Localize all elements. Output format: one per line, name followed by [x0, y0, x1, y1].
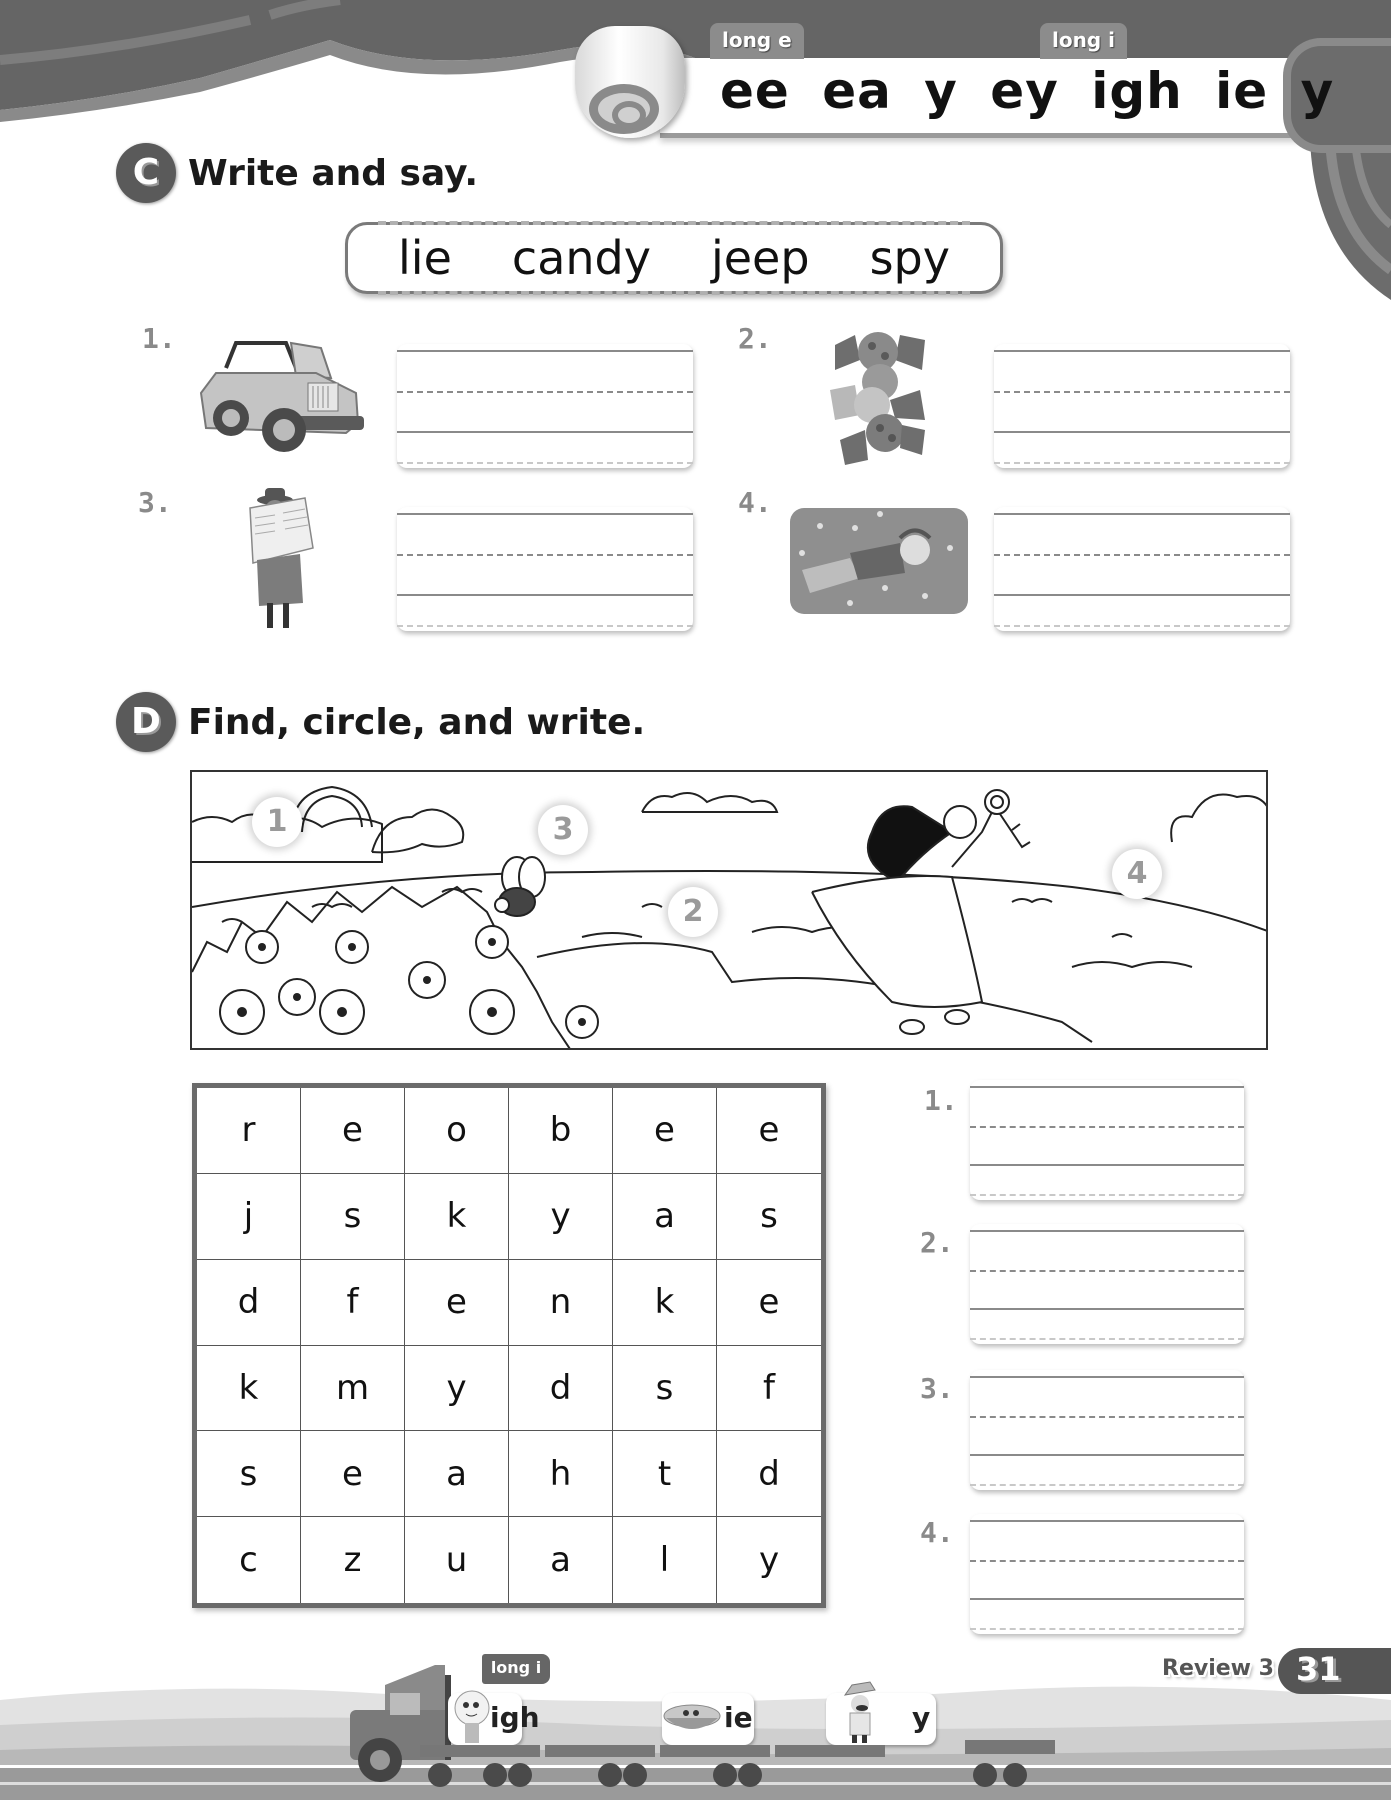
jeep-picture — [196, 338, 366, 453]
find-answer-box-3[interactable] — [970, 1370, 1244, 1490]
train-car-sound: ie — [724, 1701, 753, 1734]
grid-cell[interactable]: k — [197, 1346, 301, 1432]
spy-picture — [245, 488, 317, 633]
word-bank-item: candy — [511, 231, 651, 285]
grid-cell[interactable]: e — [301, 1431, 405, 1517]
scene-marker-1: 1 — [252, 797, 302, 847]
grid-cell[interactable]: s — [197, 1431, 301, 1517]
grid-cell[interactable]: r — [197, 1088, 301, 1174]
grid-cell[interactable]: e — [301, 1088, 405, 1174]
scene-illustration — [192, 772, 1268, 1050]
grid-cell[interactable]: y — [758, 1540, 780, 1581]
scene-marker-2: 2 — [668, 887, 718, 937]
grid-cell[interactable]: e — [717, 1260, 821, 1346]
grid-cell[interactable]: k — [405, 1174, 509, 1260]
item-number: 4. — [738, 486, 772, 519]
grid-cell[interactable]: l — [613, 1517, 717, 1603]
grid-cell[interactable]: y — [509, 1174, 613, 1260]
word-bank-item: jeep — [710, 231, 810, 285]
grid-cell[interactable]: a — [509, 1517, 613, 1603]
grid-cell[interactable]: a — [405, 1431, 509, 1517]
word-search-grid[interactable] — [192, 1083, 826, 1608]
grid-cell[interactable]: s — [717, 1174, 821, 1260]
scroll-roll-icon — [575, 26, 685, 138]
find-answer-box-1[interactable] — [970, 1080, 1244, 1200]
grid-cell[interactable]: e — [717, 1088, 821, 1174]
grid-cell[interactable]: z — [301, 1517, 405, 1603]
train-car-sound: y — [912, 1701, 931, 1734]
section-d-title: Find, circle, and write. — [188, 701, 646, 743]
scene-marker-3: 3 — [538, 805, 588, 855]
tab-long-e: long e — [710, 23, 804, 59]
candy-picture — [830, 330, 930, 465]
item-number: 3. — [138, 486, 172, 519]
phonics-patterns-title: ee ea y ey igh ie y — [720, 62, 1335, 120]
grid-cell[interactable]: h — [509, 1431, 613, 1517]
item-number: 2. — [738, 322, 772, 355]
tab-long-i: long i — [1040, 23, 1127, 59]
item-number: 2. — [920, 1226, 954, 1259]
train-trailers — [420, 1740, 1100, 1790]
spy-icon — [840, 1680, 880, 1745]
grid-cell[interactable]: a — [613, 1174, 717, 1260]
section-c-badge: C — [116, 143, 176, 203]
header-corner-arcs — [1310, 140, 1391, 300]
grid-cell[interactable]: f — [717, 1346, 821, 1432]
grid-cell[interactable]: n — [509, 1260, 613, 1346]
boy-lying-in-grass-picture — [790, 508, 968, 614]
find-answer-box-4[interactable] — [970, 1514, 1244, 1634]
grid-cell[interactable]: t — [613, 1431, 717, 1517]
grid-cell[interactable]: j — [197, 1174, 301, 1260]
answer-write-box-1[interactable] — [397, 344, 693, 468]
grid-cell[interactable]: s — [613, 1346, 717, 1432]
grid-cell[interactable]: e — [613, 1088, 717, 1174]
grid-cell[interactable]: d — [717, 1431, 821, 1517]
item-number: 1. — [924, 1084, 958, 1117]
grid-cell[interactable]: d — [509, 1346, 613, 1432]
answer-write-box-4[interactable] — [994, 507, 1290, 631]
section-d-heading — [116, 692, 645, 752]
grid-cell[interactable]: b — [509, 1088, 613, 1174]
grid-cell[interactable]: e — [405, 1260, 509, 1346]
answer-write-box-2[interactable] — [994, 344, 1290, 468]
grid-cell[interactable]: c — [197, 1517, 301, 1603]
item-number: 3. — [920, 1372, 954, 1405]
light-bulb-icon — [452, 1688, 492, 1748]
grid-cell[interactable]: u — [405, 1517, 509, 1603]
long-i-flag: long i — [482, 1654, 550, 1684]
page-number: 31 — [1296, 1650, 1341, 1688]
section-c-title: Write and say. — [188, 152, 479, 194]
section-d-badge: D — [116, 692, 176, 752]
scene-marker-4: 4 — [1112, 849, 1162, 899]
grid-cell[interactable]: o — [405, 1088, 509, 1174]
answer-write-box-3[interactable] — [397, 507, 693, 631]
grid-cell[interactable]: m — [301, 1346, 405, 1432]
section-c-heading — [116, 143, 478, 203]
find-answer-box-2[interactable] — [970, 1224, 1244, 1344]
word-bank-item: lie — [398, 231, 452, 285]
word-bank — [345, 222, 1003, 294]
grid-cell[interactable]: f — [301, 1260, 405, 1346]
grid-cell[interactable]: y — [405, 1346, 509, 1432]
grid-cell[interactable]: k — [613, 1260, 717, 1346]
pie-icon — [662, 1700, 722, 1736]
review-label: Review 3 — [1162, 1656, 1274, 1681]
grid-cell[interactable]: d — [197, 1260, 301, 1346]
item-number: 4. — [920, 1516, 954, 1549]
train-car-sound: igh — [490, 1701, 540, 1734]
grid-cell[interactable]: s — [301, 1174, 405, 1260]
item-number: 1. — [142, 322, 176, 355]
word-bank-item: spy — [869, 231, 950, 285]
find-and-circle-scene[interactable] — [190, 770, 1268, 1050]
